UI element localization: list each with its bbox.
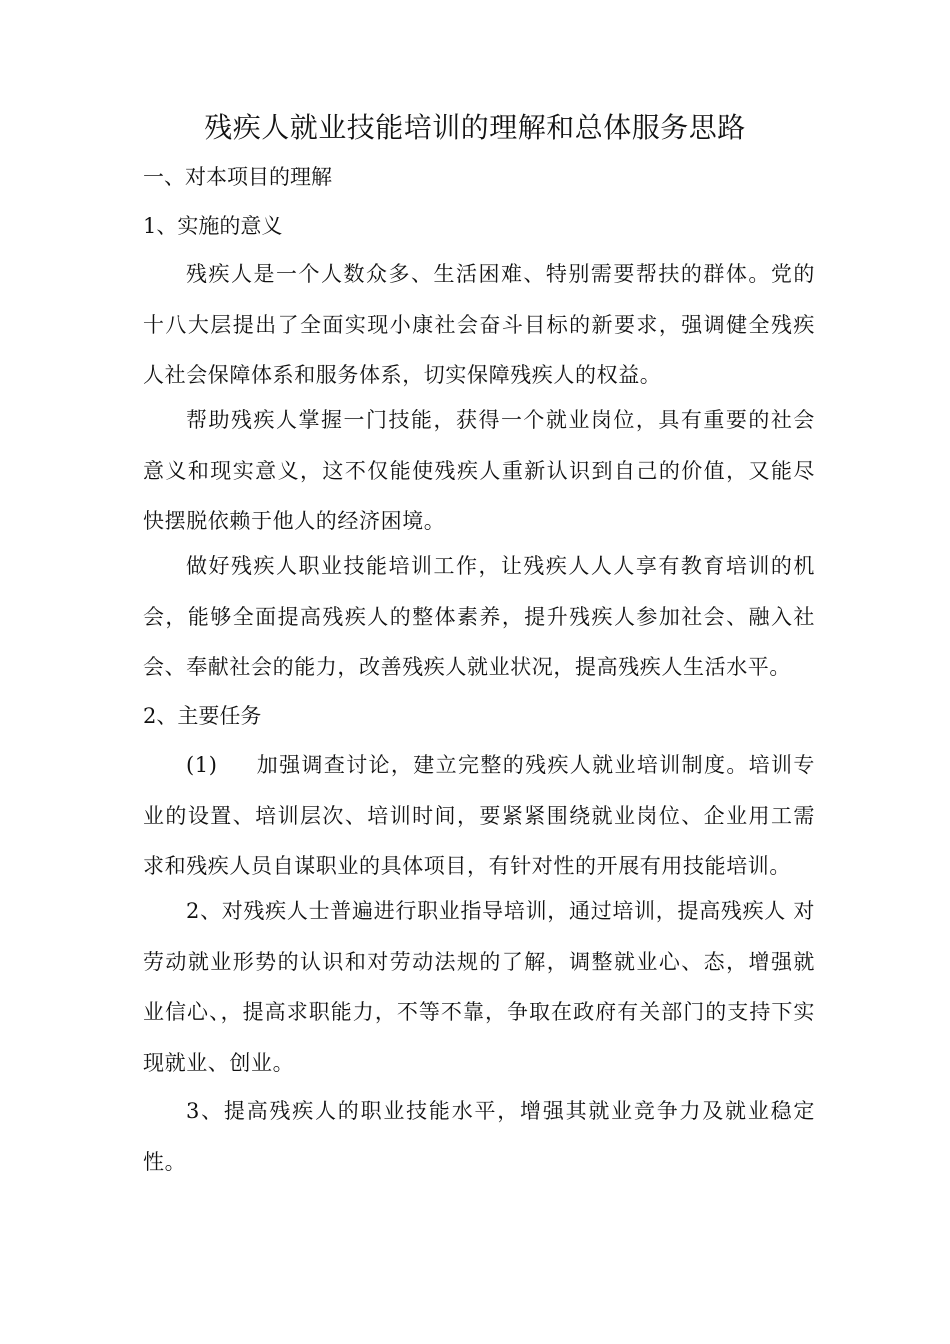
task-item-1-text: 加强调查讨论，建立完整的残疾人就业培训制度。培训专业的设置、培训层次、培训时间，要紧紧围绕就业岗位、企业用工需 求和残疾人员自谋职业的具体项目，有针对性的开展有用技能培训。	[143, 753, 815, 878]
paragraph-disabled-group: 残疾人是一个人数众多、生活困难、特别需要帮扶的群体。党的 十八大层提出了全面实现小康社会奋斗目标的新要求，强调健全残疾 人社会保障体系和服务体系，切实保障残疾人的权益。	[143, 262, 815, 387]
task-item-2: 2、对残疾人士普遍进行职业指导培训，通过培训，提高残疾人 对劳动就业形势的认识和对劳动法规的了解，调整就业心、态，增强就 业信心、，提高求职能力，不等不靠，争取在政府有关部门的支持下实 现就业、创业。	[143, 899, 815, 1075]
subsection-heading-main-tasks: 2、主要任务	[143, 704, 262, 728]
paragraph-training-work: 做好残疾人职业技能培训工作，让残疾人人人享有教育培训的机会，能够全面提高残疾人的整体素养，提升残疾人参加社会、融入社会、奉献社会的能力，改善残疾人就业状况，提高残疾人生活水平。	[143, 554, 815, 679]
subsection-heading-significance: 1、实施的意义	[143, 214, 283, 238]
section-heading-understanding: 一、对本项目的理解	[143, 165, 332, 189]
document-title: 残疾人就业技能培训的理解和总体服务思路	[204, 111, 746, 144]
task-item-3: 3、提高残疾人的职业技能水平，增强其就业竞争力及就业稳定性。	[143, 1099, 815, 1174]
paragraph-skill-value: 帮助残疾人掌握一门技能，获得一个就业岗位，具有重要的社会 意义和现实意义，这不仅能使残疾人重新认识到自己的价值，又能尽 快摆脱依赖于他人的经济困境。	[143, 408, 815, 533]
task-item-1-number: (1)	[186, 753, 218, 777]
task-item-1	[143, 740, 815, 892]
